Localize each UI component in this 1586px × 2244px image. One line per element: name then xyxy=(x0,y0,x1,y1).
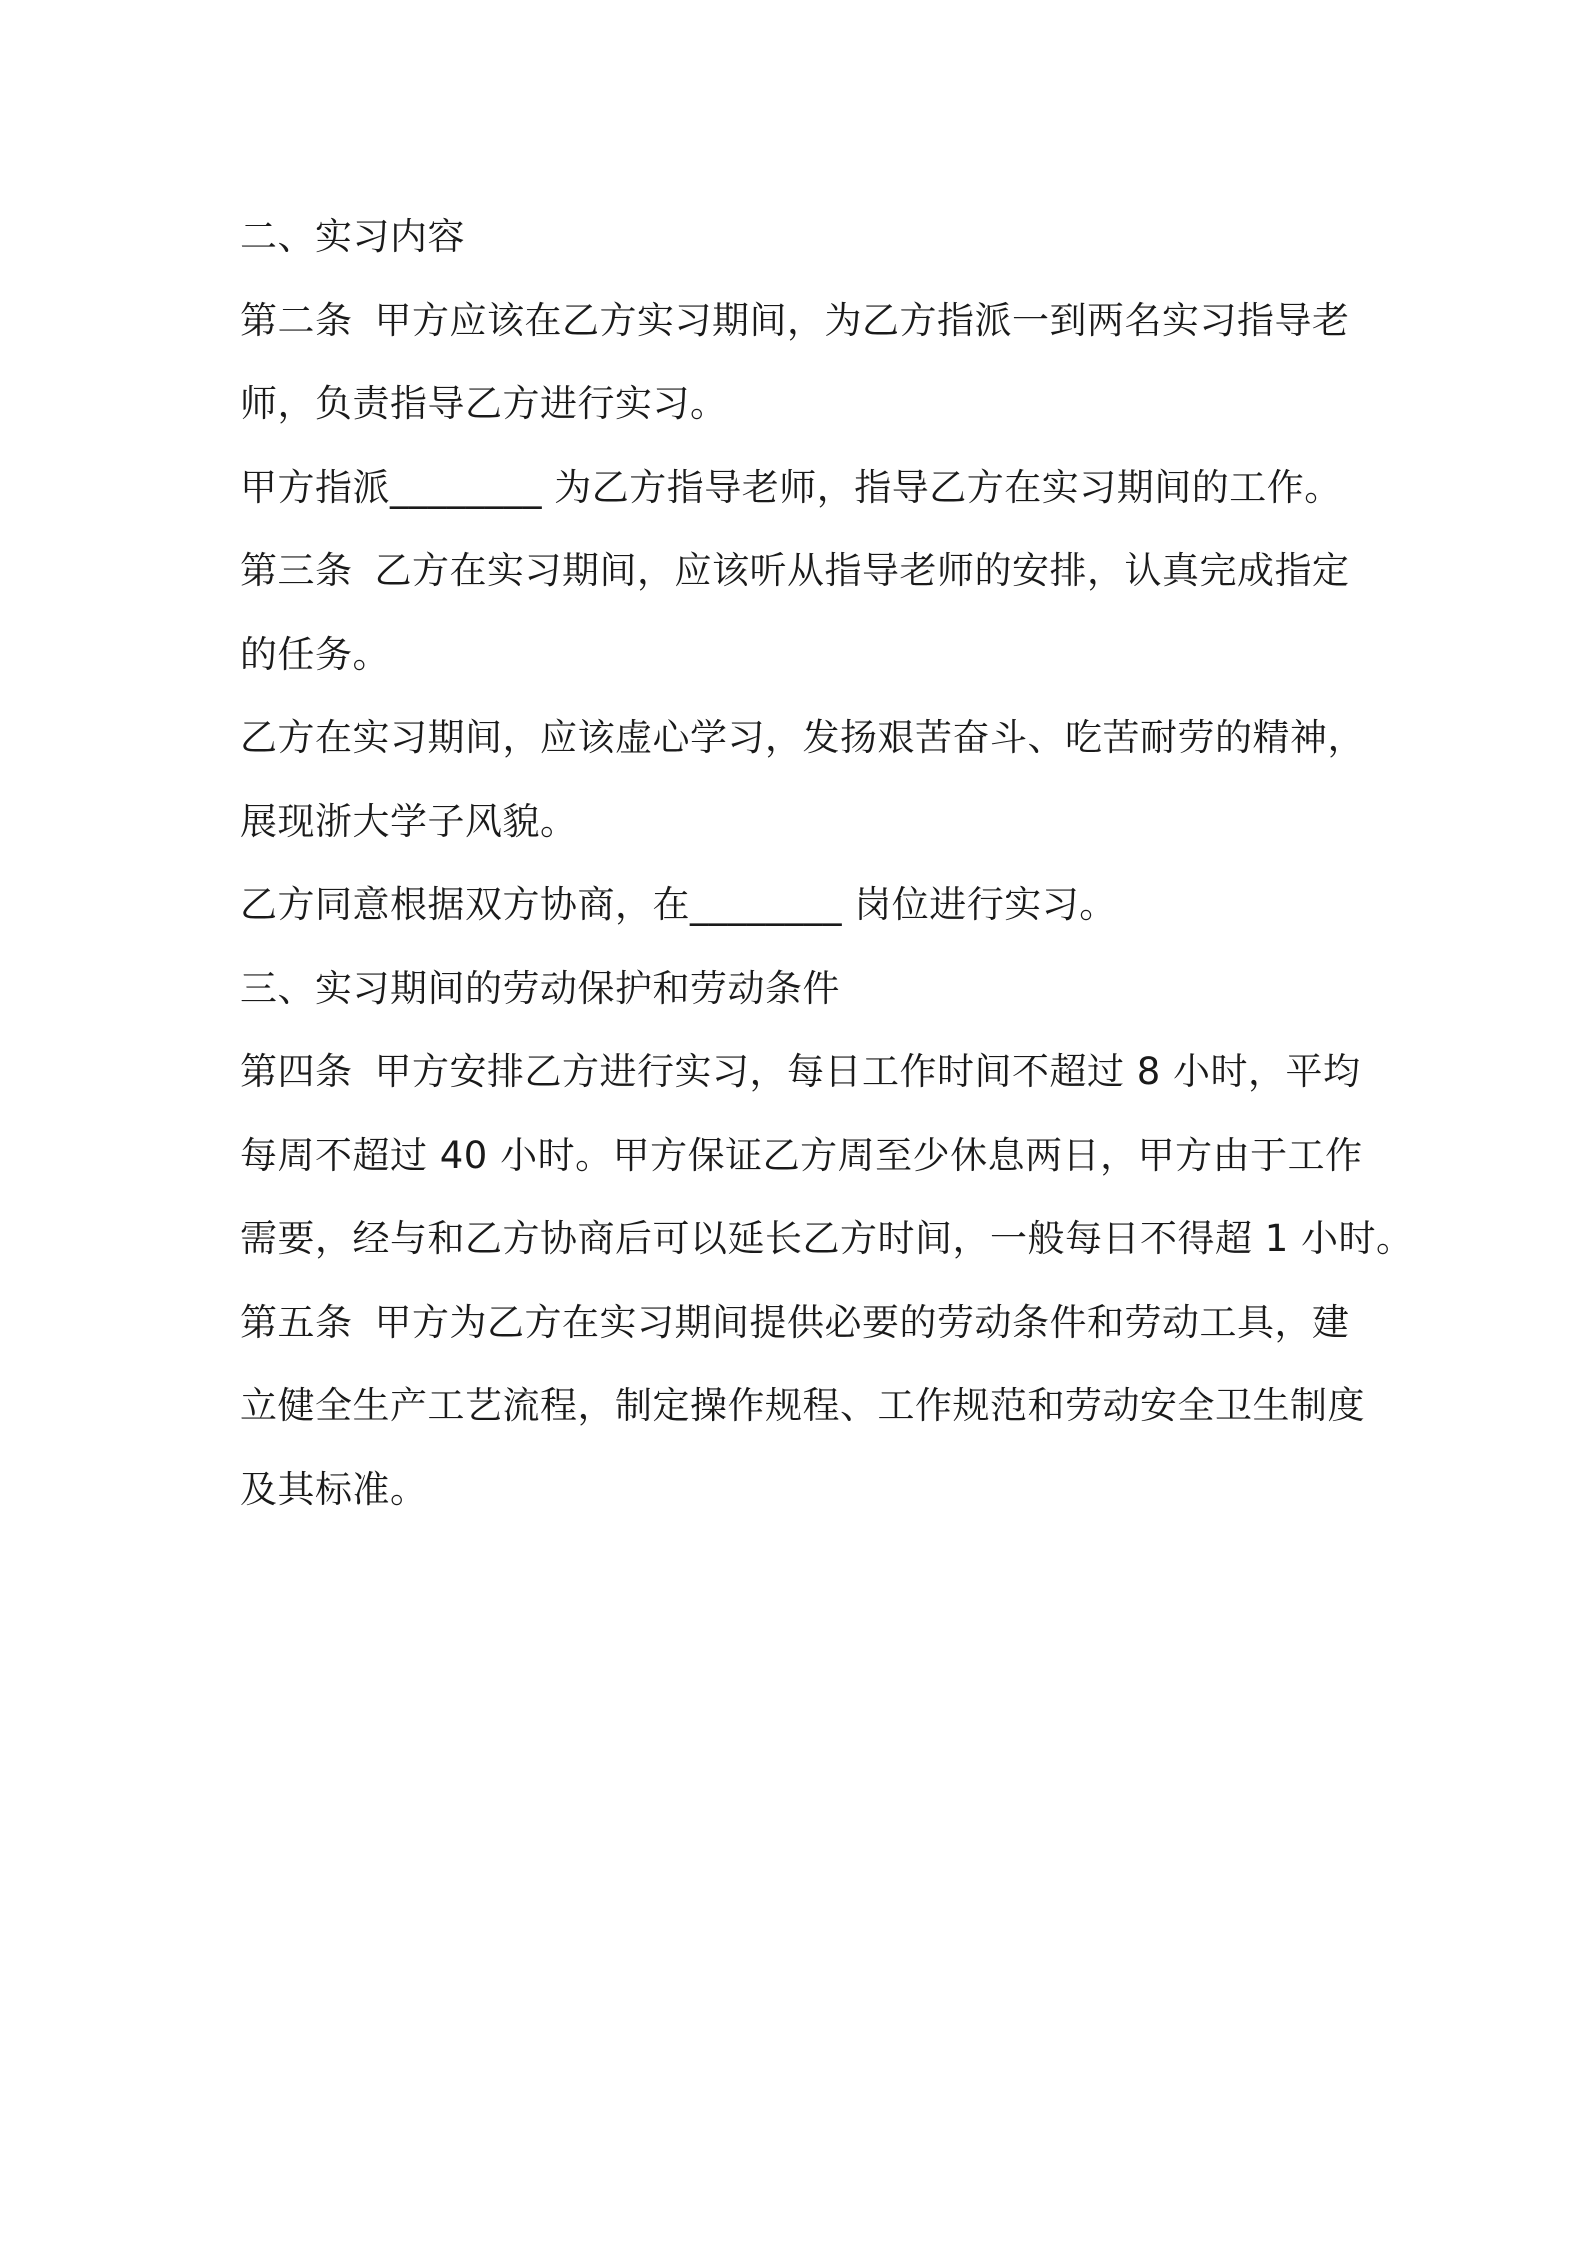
article-5-label: 第五条 xyxy=(240,1300,353,1344)
article-5-line-2: 立健全生产工艺流程，制定操作规程、工作规范和劳动安全卫生制度 xyxy=(240,1384,1365,1427)
article-4-label: 第四条 xyxy=(240,1050,353,1093)
article-2-line-1 xyxy=(240,279,1360,363)
position-line: 乙方同意根据双方协商，在________ 岗位进行实习。 xyxy=(240,883,1117,926)
article-4-line-3: 需要，经与和乙方协商后可以延长乙方时间，一般每日不得超 1 小时。 xyxy=(240,1217,1414,1260)
article-5-text-1: 甲方为乙方在实习期间提供必要的劳动条件和劳动工具，建 xyxy=(374,1300,1350,1344)
spirit-line-2: 展现浙大学子风貌。 xyxy=(240,799,578,843)
article-3-label: 第三条 xyxy=(240,549,353,592)
article-2-line-2: 师，负责指导乙方进行实习。 xyxy=(240,382,728,425)
article-2-text-1: 甲方应该在乙方实习期间，为乙方指派一到两名实习指导老 xyxy=(374,298,1350,342)
article-3-line-2: 的任务。 xyxy=(240,632,390,676)
assign-teacher-line: 甲方指派________ 为乙方指导老师，指导乙方在实习期间的工作。 xyxy=(240,465,1342,509)
article-4-line-2: 每周不超过 40 小时。甲方保证乙方周至少休息两日，甲方由于工作 xyxy=(240,1133,1363,1177)
document-body xyxy=(240,195,1414,1531)
article-3-line-1 xyxy=(240,529,1360,613)
article-3-text-1: 乙方在实习期间，应该听从指导老师的安排，认真完成指定 xyxy=(374,549,1350,592)
article-2-label: 第二条 xyxy=(240,298,353,342)
section-3-heading: 三、实习期间的劳动保护和劳动条件 xyxy=(240,966,840,1010)
article-5-line-1 xyxy=(240,1281,1360,1365)
section-2-heading: 二、实习内容 xyxy=(240,215,465,258)
article-5-line-3: 及其标准。 xyxy=(240,1467,428,1511)
spirit-line-1: 乙方在实习期间，应该虚心学习，发扬艰苦奋斗、吃苦耐劳的精神， xyxy=(240,716,1365,759)
article-4-line-1 xyxy=(240,1030,1360,1114)
article-4-text-1: 甲方安排乙方进行实习，每日工作时间不超过 8 小时，平均 xyxy=(374,1050,1361,1093)
